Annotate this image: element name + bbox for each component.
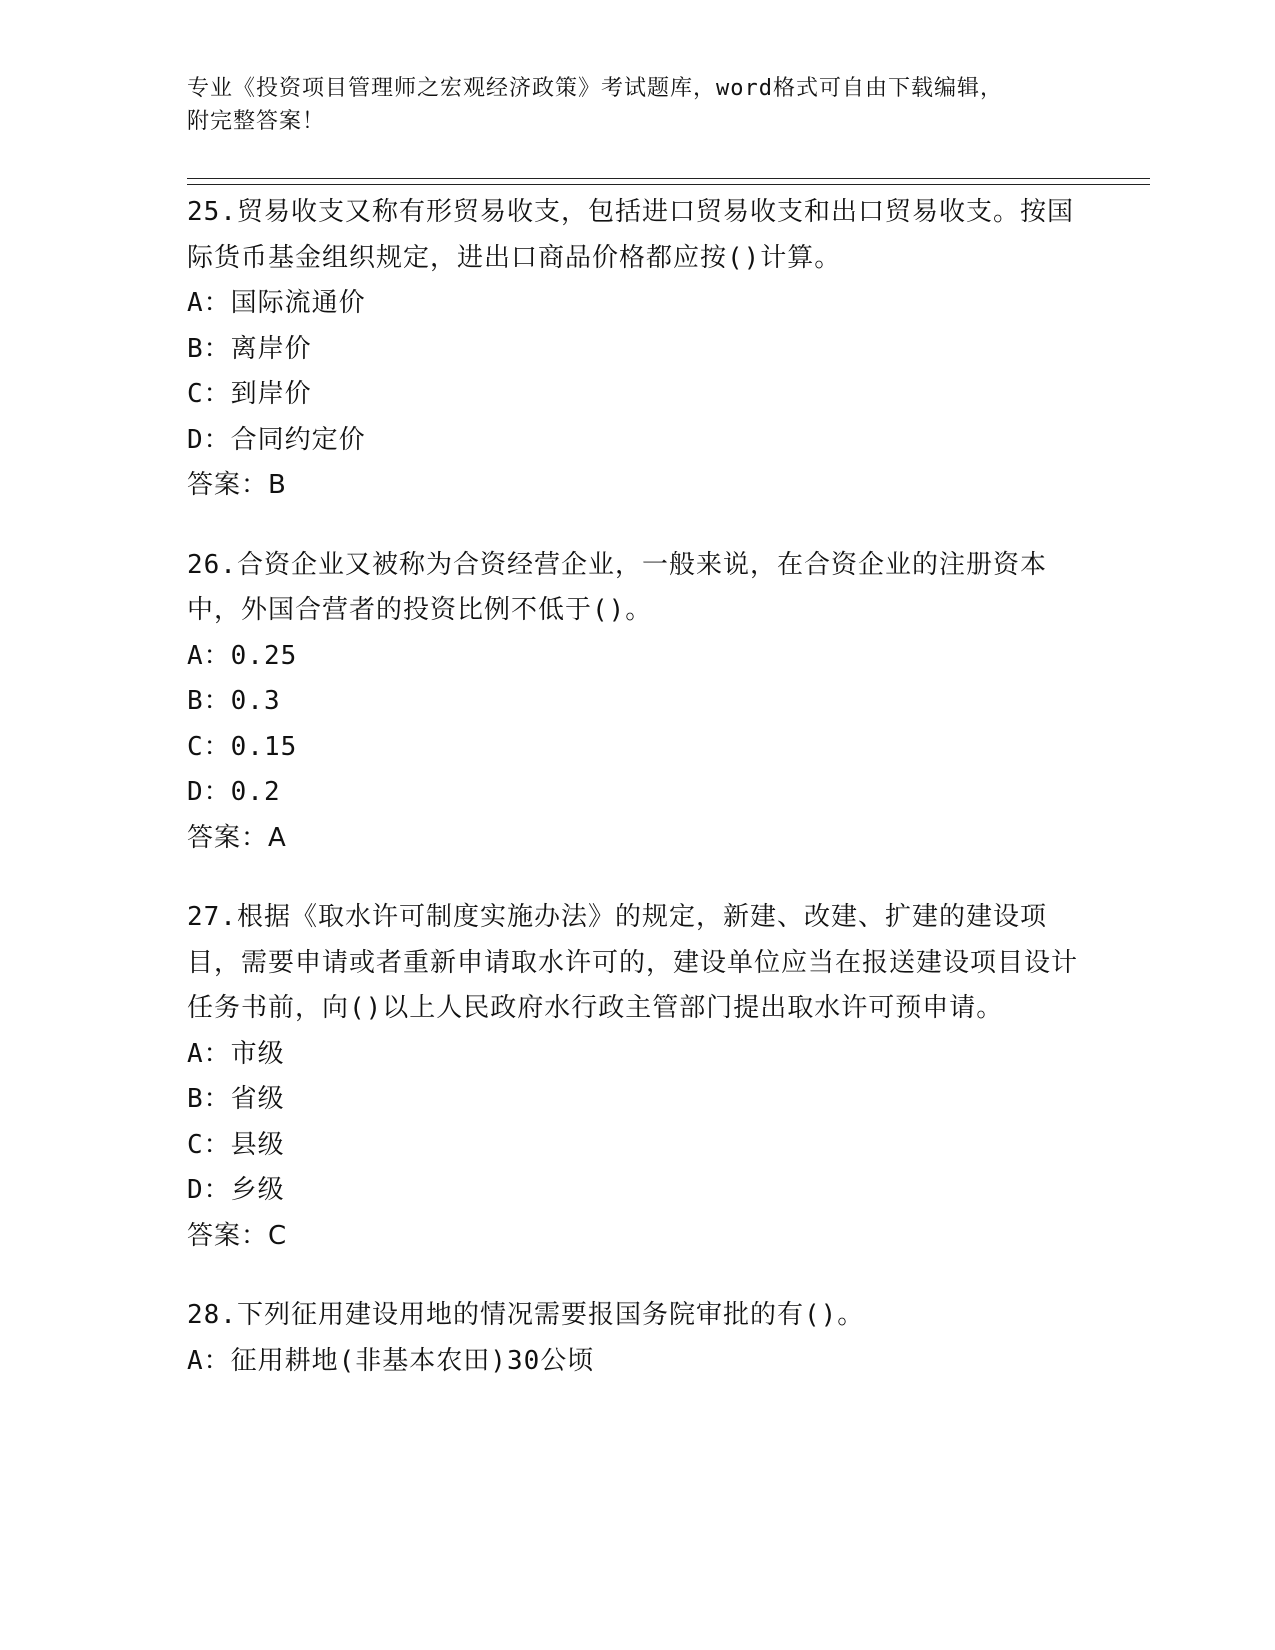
option-a: A：0.25	[187, 640, 298, 671]
answer-line: 答案：A	[187, 822, 287, 853]
option-b: B：省级	[187, 1084, 285, 1114]
question-stem: 25.贸易收支又称有形贸易收支，包括进口贸易收支和出口贸易收支。按国际货币基金组织规定，进出口商品价格都应按()计算。	[187, 197, 1074, 273]
option-b: B：0.3	[187, 686, 281, 716]
option-a: A：征用耕地(非基本农田)30公顷	[187, 1345, 595, 1376]
option-d: D：合同约定价	[187, 424, 366, 455]
question-list	[187, 190, 1087, 1418]
question-27	[187, 895, 1087, 1259]
option-d: D：乡级	[187, 1175, 285, 1205]
answer-line: 答案：B	[187, 470, 287, 500]
header-line-1: 专业《投资项目管理师之宏观经济政策》考试题库，word格式可自由下载编辑，	[187, 76, 1003, 101]
document-header	[187, 72, 1067, 138]
option-a: A：市级	[187, 1038, 285, 1069]
header-line-2: 附完整答案！	[187, 109, 326, 134]
question-25	[187, 190, 1087, 509]
header-divider-top	[187, 178, 1150, 179]
option-a: A：国际流通价	[187, 288, 366, 318]
option-c: C：县级	[187, 1129, 285, 1160]
option-c: C：到岸价	[187, 379, 312, 409]
header-divider-bottom	[187, 184, 1150, 185]
question-stem: 27.根据《取水许可制度实施办法》的规定，新建、改建、扩建的建设项目，需要申请或者重新申请取水许可的，建设单位应当在报送建设项目设计任务书前，向()以上人民政府水行政主管部门提出取水许可预申请。	[187, 902, 1079, 1023]
answer-line: 答案：C	[187, 1220, 288, 1251]
question-26	[187, 543, 1087, 862]
option-b: B：离岸价	[187, 333, 312, 364]
question-stem: 26.合资企业又被称为合资经营企业，一般来说，在合资企业的注册资本中，外国合营者的投资比例不低于()。	[187, 549, 1047, 625]
option-d: D：0.2	[187, 777, 281, 807]
question-stem: 28.下列征用建设用地的情况需要报国务院审批的有()。	[187, 1300, 865, 1330]
option-c: C：0.15	[187, 731, 298, 762]
question-28	[187, 1293, 1087, 1384]
